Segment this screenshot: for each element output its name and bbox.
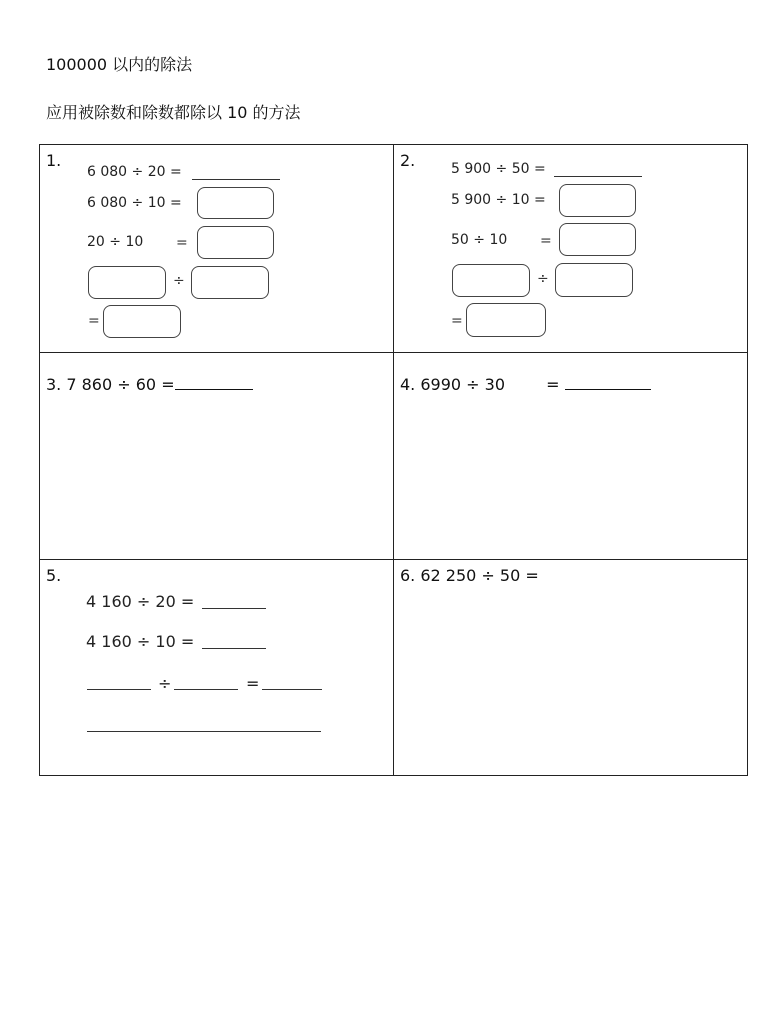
problem-3-answer-line[interactable] bbox=[175, 375, 253, 390]
problem-5-answer-line-4[interactable] bbox=[174, 689, 238, 690]
problem-2-answer-box-5[interactable] bbox=[466, 303, 546, 337]
problem-2-line2: 5 900 ÷ 10 = bbox=[451, 192, 546, 208]
problem-5-cell bbox=[40, 560, 393, 775]
problem-5-answer-line-2[interactable] bbox=[202, 648, 266, 649]
problem-6-expression: 62 250 ÷ 50 = bbox=[420, 566, 539, 585]
problem-5-label: 5. bbox=[46, 566, 62, 585]
problem-4-label: 4. bbox=[400, 375, 416, 394]
problem-2-line1: 5 900 ÷ 50 = bbox=[451, 161, 546, 177]
problem-4-answer-line[interactable] bbox=[565, 375, 651, 390]
problem-2-divide: ÷ bbox=[537, 271, 549, 287]
problem-6-question bbox=[400, 566, 539, 585]
problem-5-line1: 4 160 ÷ 20 = bbox=[86, 592, 195, 611]
problem-3-question bbox=[46, 375, 253, 394]
problem-2-equals-2: = bbox=[451, 313, 463, 329]
problem-4-cell bbox=[394, 353, 747, 559]
problem-5-answer-line-6[interactable] bbox=[87, 731, 321, 732]
problem-1-answer-box-5[interactable] bbox=[103, 305, 181, 338]
problem-3-cell bbox=[40, 353, 393, 559]
problem-5-answer-line-5[interactable] bbox=[262, 689, 322, 690]
problem-3-label: 3. bbox=[46, 375, 62, 394]
problem-2-answer-box-4[interactable] bbox=[555, 263, 633, 297]
problem-4-question bbox=[400, 375, 651, 394]
problem-1-equals-1: = bbox=[176, 235, 188, 251]
problem-2-label: 2. bbox=[400, 151, 416, 170]
problem-1-divide: ÷ bbox=[173, 273, 185, 289]
page-subtitle: 应用被除数和除数都除以 10 的方法 bbox=[46, 103, 301, 122]
problem-5-answer-line-3[interactable] bbox=[87, 689, 151, 690]
page-title: 100000 以内的除法 bbox=[46, 55, 193, 74]
problem-4-equals: = bbox=[546, 375, 560, 394]
problem-1-answer-line[interactable] bbox=[192, 179, 280, 180]
problem-6-cell bbox=[394, 560, 747, 775]
problem-2-cell bbox=[394, 145, 747, 352]
problem-1-label: 1. bbox=[46, 151, 62, 170]
problem-1-equals-2: = bbox=[88, 313, 100, 329]
problem-1-answer-box-4[interactable] bbox=[191, 266, 269, 299]
problem-5-divide: ÷ bbox=[158, 674, 172, 693]
problem-1-answer-box-2[interactable] bbox=[197, 226, 274, 259]
problem-1-line1: 6 080 ÷ 20 = bbox=[87, 164, 182, 180]
problem-5-line2: 4 160 ÷ 10 = bbox=[86, 632, 195, 651]
problem-1-answer-box-3[interactable] bbox=[88, 266, 166, 299]
problem-2-equals-1: = bbox=[540, 233, 552, 249]
problem-4-expression: 6990 ÷ 30 bbox=[420, 375, 506, 394]
problem-1-line3: 20 ÷ 10 bbox=[87, 234, 144, 250]
problem-1-cell bbox=[40, 145, 393, 352]
problem-2-answer-box-2[interactable] bbox=[559, 223, 636, 256]
problem-2-line3: 50 ÷ 10 bbox=[451, 232, 508, 248]
problem-2-answer-box-3[interactable] bbox=[452, 264, 530, 297]
problem-1-answer-box-1[interactable] bbox=[197, 187, 274, 219]
problem-5-equals: = bbox=[246, 674, 260, 693]
problem-2-answer-line[interactable] bbox=[554, 176, 642, 177]
problem-1-line2: 6 080 ÷ 10 = bbox=[87, 195, 182, 211]
problem-2-answer-box-1[interactable] bbox=[559, 184, 636, 217]
problem-3-expression: 7 860 ÷ 60 = bbox=[66, 375, 175, 394]
problem-5-answer-line-1[interactable] bbox=[202, 608, 266, 609]
problem-grid bbox=[39, 144, 748, 776]
problem-6-label: 6. bbox=[400, 566, 416, 585]
